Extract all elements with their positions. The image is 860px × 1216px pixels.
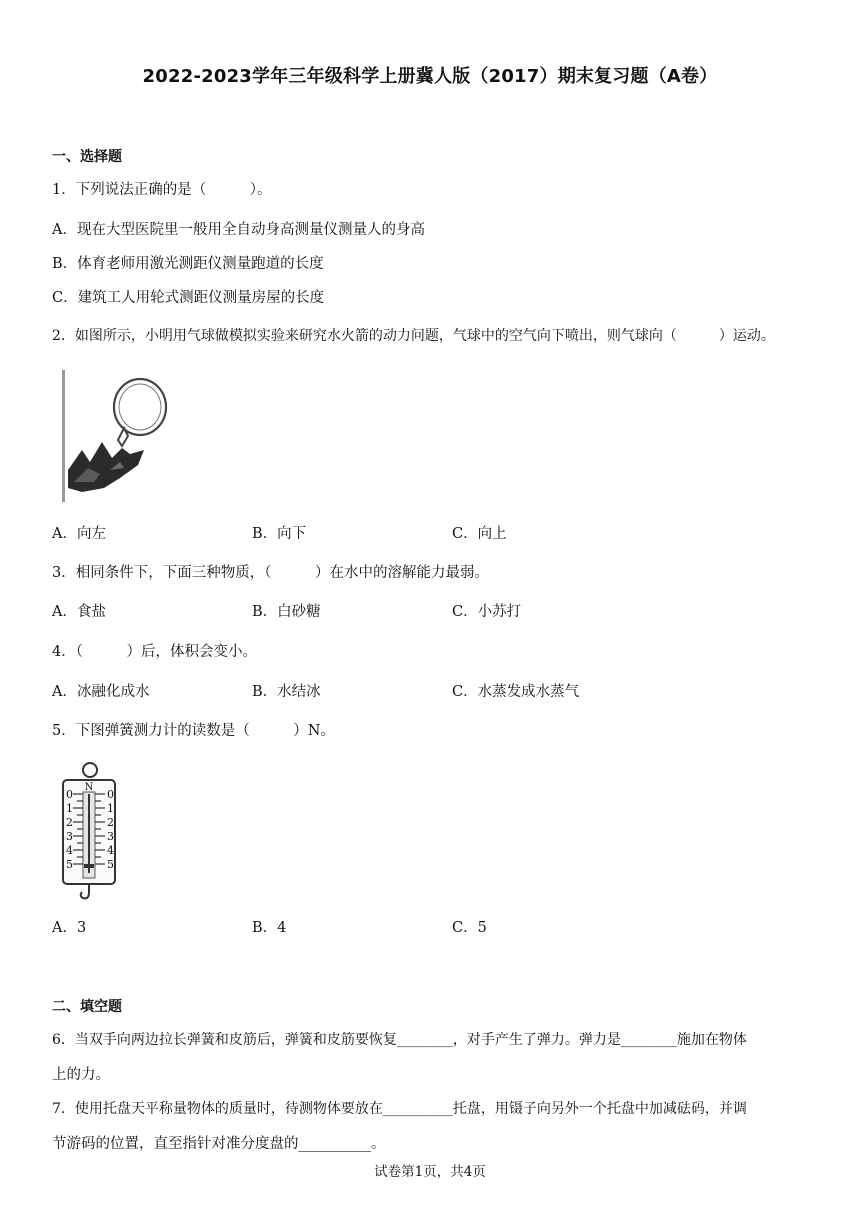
section-heading-choice: 一、选择题: [52, 149, 122, 165]
question-1-stem: 1．下列说法正确的是（ ）。: [52, 182, 272, 198]
scale-number: 1: [107, 802, 114, 815]
question-5-option-b: B．4: [252, 920, 287, 936]
question-4-option-c: C．水蒸发成水蒸气: [452, 684, 580, 700]
question-5-option-a: A．3: [52, 920, 87, 936]
question-2-option-c: C．向上: [452, 526, 507, 542]
question-7-line-2: 节游码的位置，直至指针对准分度盘的__________。: [52, 1136, 386, 1152]
question-1-option-a: A．现在大型医院里一般用全自动身高测量仪测量人的身高: [52, 222, 425, 238]
question-2-stem: 2．如图所示，小明用气球做模拟实验来研究水火箭的动力问题，气球中的空气向下喷出，则气球向（ ）运动。: [52, 328, 775, 344]
question-5-stem: 5．下图弹簧测力计的读数是（ ）N。: [52, 723, 335, 739]
question-2-option-a: A．向左: [52, 526, 106, 542]
question-3-option-b: B．白砂糖: [252, 604, 321, 620]
scale-number: 1: [66, 802, 73, 815]
scale-number: 4: [107, 844, 114, 857]
scale-unit-label: N: [84, 782, 94, 793]
question-4-option-a: A．冰融化成水: [52, 684, 150, 700]
question-4-option-b: B．水结冰: [252, 684, 321, 700]
section-heading-fill: 二、填空题: [52, 999, 122, 1015]
scale-number: 5: [107, 858, 114, 871]
scale-number: 2: [66, 816, 73, 829]
scale-number: 0: [107, 788, 114, 801]
question-3-option-c: C．小苏打: [452, 604, 522, 620]
scale-number: 4: [66, 844, 73, 857]
question-3-stem: 3．相同条件下，下面三种物质，（ ）在水中的溶解能力最弱。: [52, 565, 489, 581]
page-title: 2022-2023学年三年级科学上册冀人版（2017）期末复习题（A卷）: [142, 66, 718, 87]
question-1-option-b: B．体育老师用激光测距仪测量跑道的长度: [52, 256, 324, 272]
scale-number: 3: [66, 830, 73, 843]
scale-number: 2: [107, 816, 114, 829]
question-4-stem: 4．（ ）后，体积会变小。: [52, 644, 257, 660]
question-7-line-1: 7．使用托盘天平称量物体的质量时，待测物体要放在__________托盘，用镊子向另外一个托盘中加减砝码，并调: [52, 1101, 747, 1117]
question-1-option-c: C．建筑工人用轮式测距仪测量房屋的长度: [52, 290, 325, 306]
balloon-figure: [60, 370, 170, 505]
page-footer: 试卷第1页，共4页: [374, 1164, 486, 1180]
question-2-option-b: B．向下: [252, 526, 307, 542]
scale-number: 3: [107, 830, 114, 843]
question-6-line-1: 6．当双手向两边拉长弹簧和皮筋后，弹簧和皮筋要恢复________，对手产生了弹力。弹力是________施加在物体: [52, 1032, 747, 1048]
question-5-option-c: C．5: [452, 920, 487, 936]
spring-scale-figure: [55, 758, 140, 908]
question-3-option-a: A．食盐: [52, 604, 106, 620]
scale-number: 5: [66, 858, 73, 871]
scale-number: 0: [66, 788, 73, 801]
question-6-line-2: 上的力。: [52, 1067, 110, 1083]
